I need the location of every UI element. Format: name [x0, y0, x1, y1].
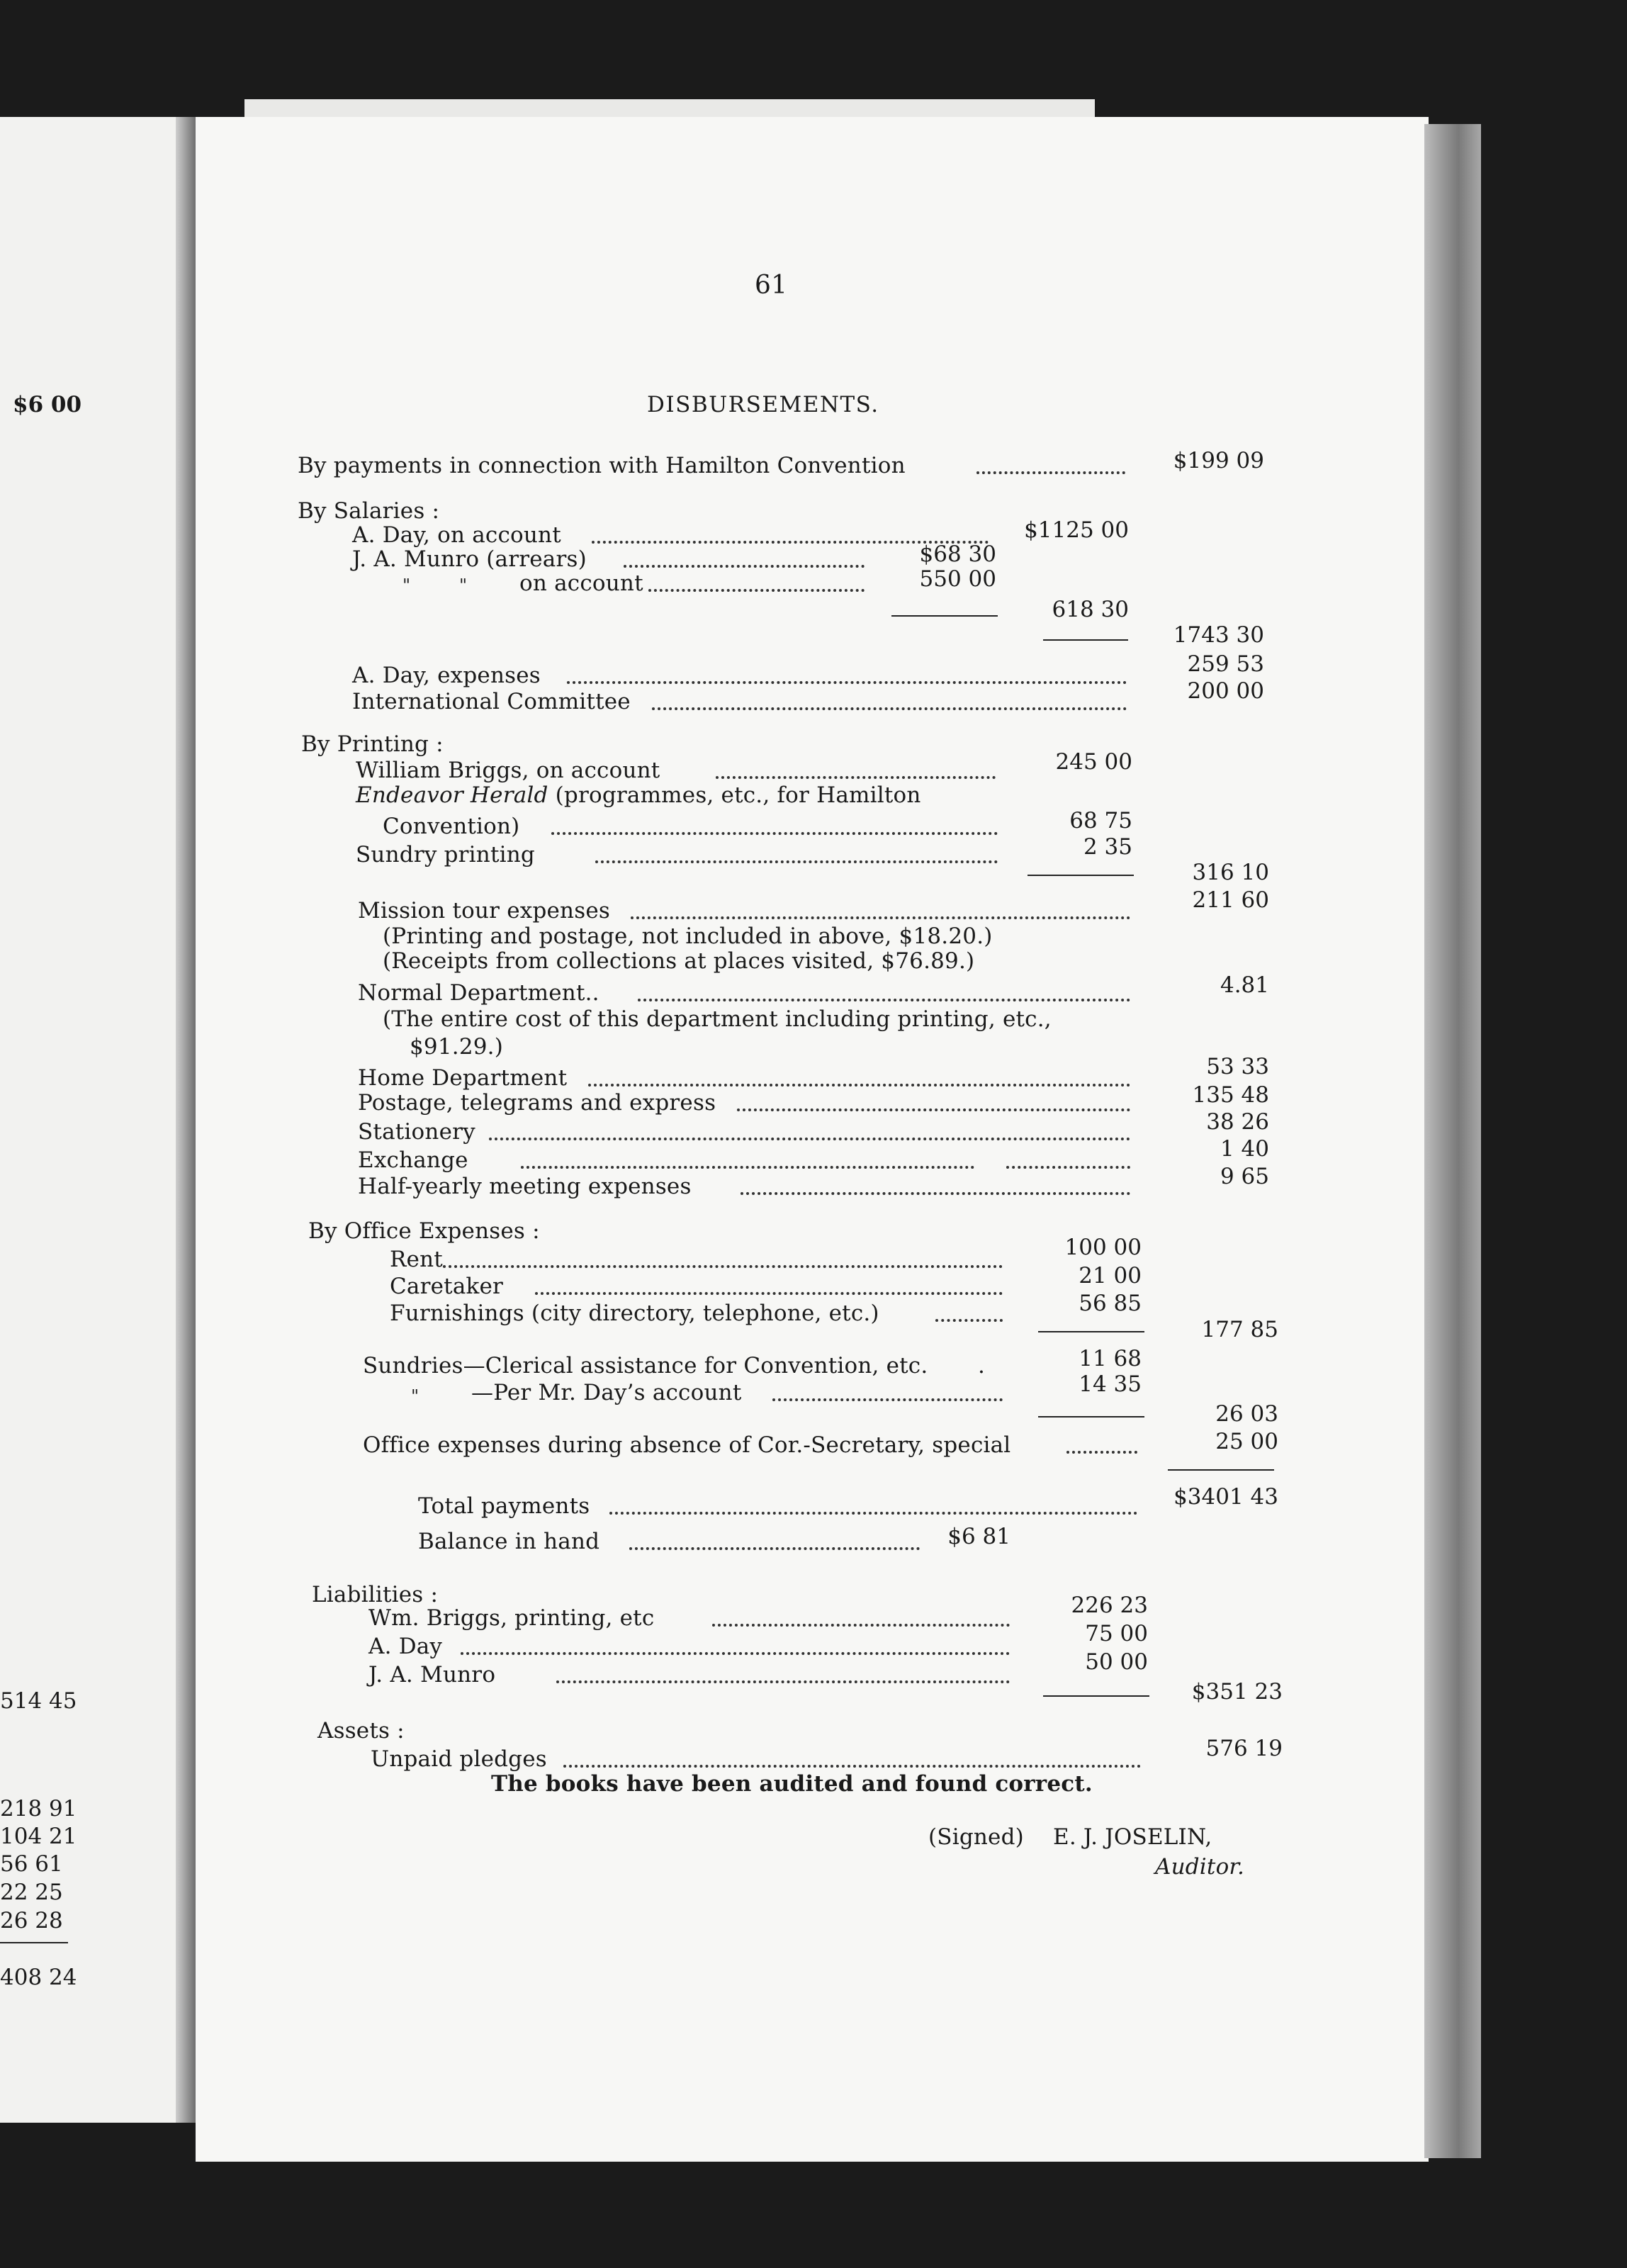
entry-amount: $68 30	[919, 541, 996, 567]
leader-dots	[443, 1263, 1003, 1268]
ditto-mark: "	[402, 576, 411, 595]
entry-label: Balance in hand	[418, 1529, 600, 1554]
group-total: 177 85	[1201, 1317, 1278, 1342]
entry-amount: 2 35	[1083, 834, 1132, 860]
entry-label: Home Department	[358, 1065, 568, 1091]
entry-label: on account	[519, 571, 643, 596]
entry-amount: 4.81	[1220, 972, 1269, 998]
leader-dots	[609, 1510, 1137, 1515]
entry-amount: 50 00	[1085, 1649, 1148, 1675]
total-amount: $3401 43	[1173, 1484, 1278, 1510]
leader-dots	[712, 1622, 1010, 1627]
entry-amount: 38 26	[1206, 1109, 1269, 1135]
group-total: 1743 30	[1173, 622, 1264, 648]
entry-label: Furnishings (city directory, telephone, etc.)	[390, 1301, 879, 1326]
entry-label: Postage, telegrams and express	[358, 1090, 716, 1116]
entry-note: (The entire cost of this department including printing, etc.,	[383, 1006, 1052, 1032]
entry-label: Caretaker	[390, 1274, 504, 1299]
leader-dots	[595, 858, 998, 863]
entry-amount: 100 00	[1064, 1235, 1142, 1260]
entry-label: A. Day	[368, 1634, 443, 1659]
left-page-amount: 514 45	[0, 1688, 77, 1714]
book-gutter	[176, 117, 196, 2123]
entry-amount: 14 35	[1079, 1371, 1142, 1397]
leader-dots	[535, 1290, 1003, 1295]
entry-amount: 200 00	[1187, 678, 1264, 704]
entry-label: Half-yearly meeting expenses	[358, 1174, 692, 1199]
entry-label: Total payments	[418, 1493, 590, 1519]
auditor-title: Auditor.	[1155, 1854, 1245, 1880]
entry-amount: 21 00	[1079, 1263, 1142, 1289]
entry-amount: 75 00	[1085, 1621, 1148, 1646]
entry-label: Office expenses during absence of Cor.-Secretary, special	[363, 1432, 1011, 1458]
left-page-rule	[0, 1942, 68, 1943]
leader-dots	[489, 1135, 1130, 1140]
group-heading: Liabilities :	[312, 1582, 439, 1607]
left-page-amount: 22 25	[0, 1880, 63, 1905]
left-page-amount: 408 24	[0, 1965, 77, 1990]
entry-label: J. A. Munro (arrears)	[352, 546, 587, 572]
entry-amount: 68 75	[1069, 808, 1132, 833]
leader-dots	[563, 1763, 1141, 1768]
entry-label-text: (programmes, etc., for Hamilton	[555, 782, 921, 808]
leader-dots	[551, 830, 998, 835]
entry-label: A. Day, on account	[352, 522, 561, 548]
leader-dots	[567, 679, 1127, 684]
left-page-amount: 26 28	[0, 1908, 63, 1933]
leader-dots	[716, 774, 996, 779]
leader-dots	[638, 997, 1130, 1001]
subtotal-rule	[1043, 639, 1128, 641]
entry-label: Convention)	[383, 814, 520, 839]
entry-amount: 11 68	[1079, 1346, 1142, 1371]
entry-note: $91.29.)	[410, 1034, 504, 1060]
leader-dots	[935, 1317, 1003, 1322]
group-total: $351 23	[1191, 1679, 1283, 1705]
entry-label: Mission tour expenses	[358, 898, 610, 924]
entry-amount: 550 00	[919, 566, 996, 592]
group-total: 316 10	[1192, 860, 1269, 885]
entry-label: International Committee	[352, 689, 631, 714]
entry-amount: 1 40	[1220, 1136, 1269, 1162]
entry-amount: 259 53	[1187, 651, 1264, 677]
entry-label: J. A. Munro	[368, 1662, 496, 1688]
leader-dots	[624, 563, 865, 568]
entry-amount: 226 23	[1071, 1593, 1148, 1618]
entry-label: William Briggs, on account	[356, 758, 660, 783]
entry-amount: 576 19	[1205, 1736, 1283, 1761]
subtotal-rule	[1028, 875, 1134, 876]
entry-amount: 211 60	[1192, 887, 1269, 913]
entry-amount: 25 00	[1215, 1429, 1278, 1454]
leader-dots	[737, 1106, 1130, 1111]
left-page-amount: $6 00	[13, 392, 82, 417]
section-heading: DISBURSEMENTS.	[647, 392, 879, 417]
page-number: 61	[755, 271, 788, 300]
subtotal-amount: 618 30	[1052, 597, 1129, 622]
entry-note: (Printing and postage, not included in above, $18.20.)	[383, 924, 993, 949]
group-heading: By Salaries :	[298, 498, 440, 524]
page-stack-edge	[1424, 124, 1481, 2158]
entry-label: By payments in connection with Hamilton Convention	[298, 453, 906, 478]
entry-label: A. Day, expenses	[352, 663, 541, 688]
entry-label: Rent	[390, 1247, 443, 1272]
left-page-amount: 218 91	[0, 1796, 77, 1821]
group-heading: By Office Expenses :	[308, 1218, 540, 1244]
left-page-amount: 104 21	[0, 1824, 77, 1849]
left-page-amount: 56 61	[0, 1851, 63, 1877]
leader-dots	[976, 469, 1125, 474]
signed-label: (Signed)	[928, 1824, 1024, 1850]
group-heading: By Printing :	[301, 731, 444, 757]
entry-label	[356, 781, 921, 809]
leader-dot: .	[978, 1353, 986, 1379]
audit-statement: The books have been audited and found correct.	[491, 1771, 1093, 1797]
ditto-mark: "	[459, 576, 468, 595]
subtotal-rule	[1038, 1331, 1144, 1332]
entry-label: Sundries—Clerical assistance for Convention, etc.	[363, 1353, 928, 1379]
leader-dots	[741, 1190, 1130, 1195]
group-total: 26 03	[1215, 1401, 1278, 1427]
ditto-mark: "	[411, 1386, 420, 1406]
leader-dots	[1066, 1449, 1137, 1454]
entry-note: (Receipts from collections at places visited, $76.89.)	[383, 948, 975, 974]
leader-dots	[631, 914, 1130, 919]
subtotal-rule	[1038, 1416, 1144, 1418]
leader-dots	[772, 1396, 1003, 1401]
leader-dots	[629, 1545, 920, 1550]
entry-amount: 245 00	[1055, 749, 1132, 775]
entry-label: Exchange	[358, 1147, 468, 1173]
entry-label: Sundry printing	[356, 842, 535, 868]
subtotal-rule	[1043, 1695, 1149, 1697]
leader-dots	[556, 1678, 1010, 1683]
leader-dots	[521, 1164, 974, 1169]
leader-dots	[588, 1082, 1130, 1087]
leader-dots	[1006, 1164, 1130, 1169]
subtotal-rule	[891, 615, 998, 617]
leader-dots	[652, 705, 1127, 710]
leader-dots	[648, 587, 865, 592]
entry-label: —Per Mr. Day’s account	[471, 1380, 742, 1405]
entry-amount: $1125 00	[1024, 517, 1129, 543]
leader-dots	[461, 1650, 1010, 1655]
entry-label: Unpaid pledges	[371, 1746, 547, 1772]
group-heading: Assets :	[317, 1718, 405, 1744]
entry-amount: 135 48	[1192, 1082, 1269, 1108]
total-rule	[1168, 1469, 1274, 1471]
auditor-name: E. J. JOSELIN,	[1053, 1824, 1212, 1850]
entry-amount: $199 09	[1173, 448, 1264, 473]
entry-label: Stationery	[358, 1119, 475, 1145]
entry-amount: 56 85	[1079, 1291, 1142, 1316]
entry-amount: 9 65	[1220, 1164, 1269, 1189]
entry-label: Wm. Briggs, printing, etc	[368, 1605, 655, 1631]
entry-amount: 53 33	[1206, 1054, 1269, 1079]
entry-amount: $6 81	[947, 1524, 1010, 1549]
publication-title: Endeavor Herald	[356, 782, 548, 808]
entry-label: Normal Department..	[358, 980, 599, 1006]
